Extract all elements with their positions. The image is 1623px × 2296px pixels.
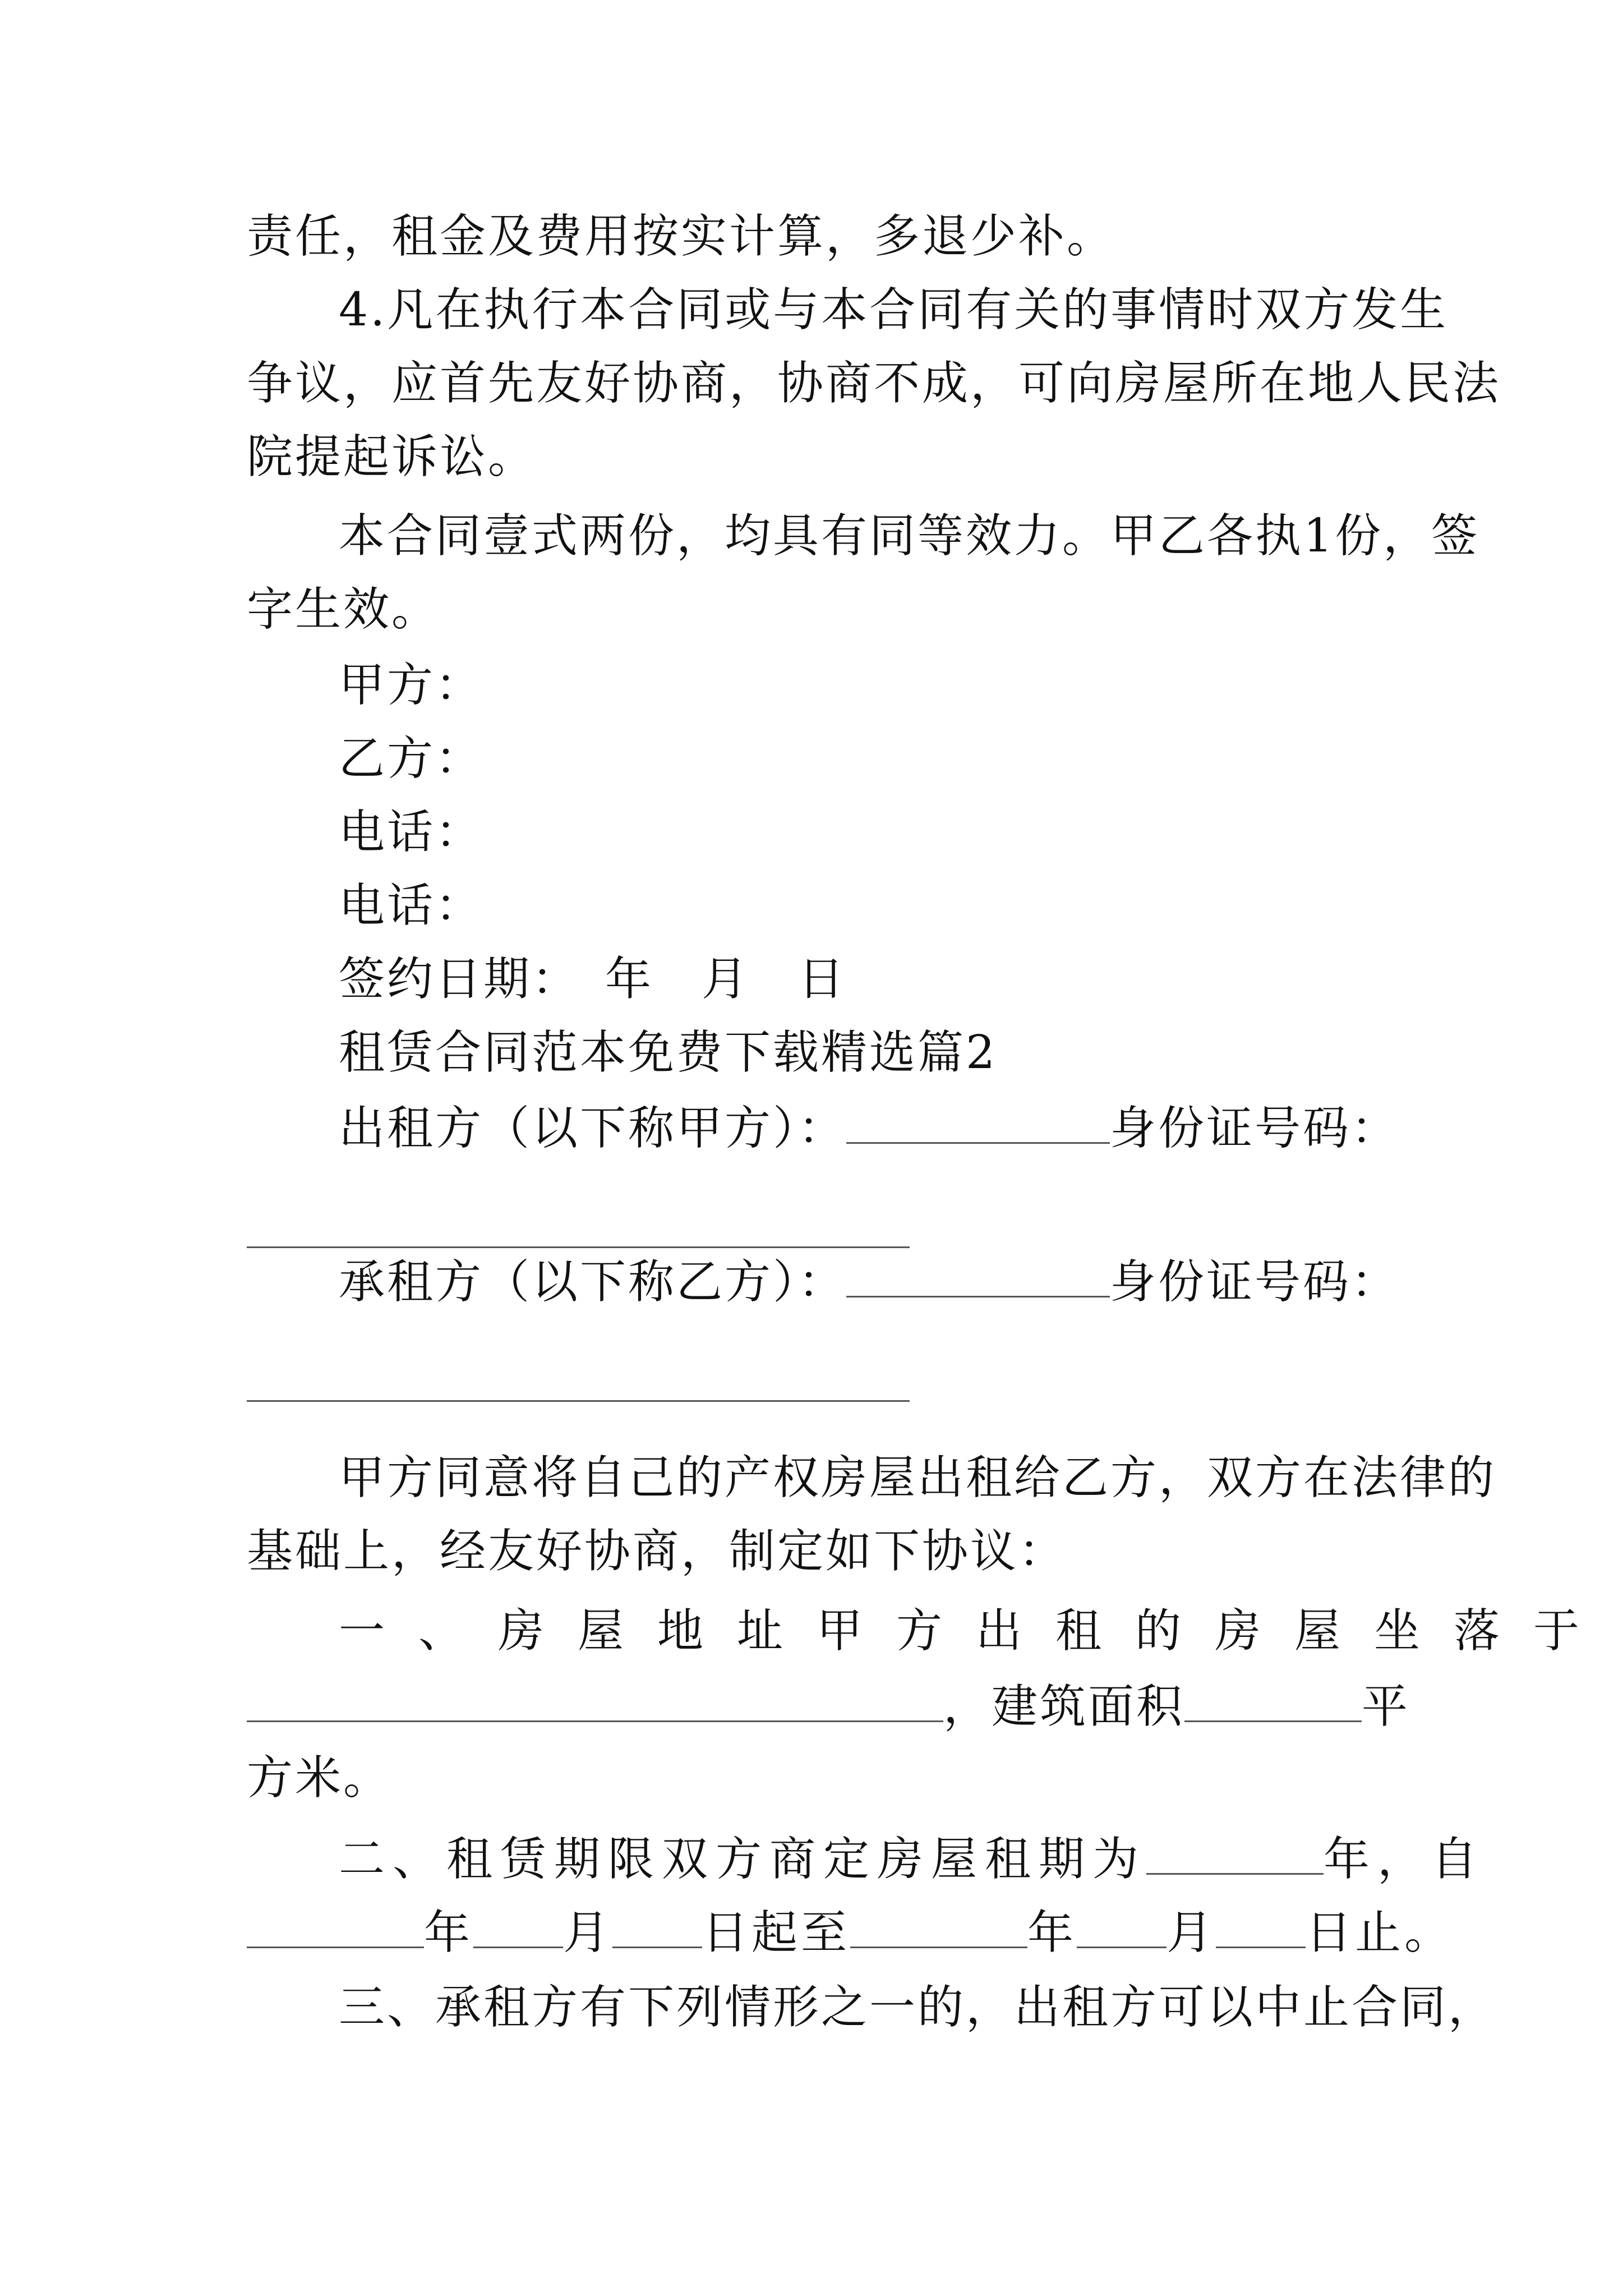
lessor-name-blank bbox=[846, 1098, 1110, 1144]
paragraph-line: 4.凡在执行本合同或与本合同有关的事情时双方发生 bbox=[339, 283, 1449, 337]
article-2-label: 二、租赁期限双方商定房屋租期为 bbox=[339, 1833, 1147, 1886]
start-year-blank bbox=[247, 1903, 424, 1948]
article-2-line bbox=[339, 1829, 1486, 1886]
end-month-label: 月 bbox=[1166, 1906, 1216, 1959]
area-blank bbox=[1184, 1677, 1362, 1722]
section-title: 租赁合同范本免费下载精选篇2 bbox=[339, 1026, 998, 1079]
paragraph-line: 方米。 bbox=[247, 1751, 392, 1805]
paragraph-line: 院提起诉讼。 bbox=[247, 430, 537, 484]
term-years-label: 年，自 bbox=[1324, 1833, 1486, 1886]
paragraph-line: 争议，应首先友好协商，协商不成，可向房屋所在地人民法 bbox=[247, 357, 1501, 410]
address-blank bbox=[247, 1677, 943, 1722]
lessee-name-blank bbox=[846, 1252, 1110, 1297]
start-month-blank bbox=[473, 1903, 563, 1948]
lessee-line bbox=[339, 1252, 1400, 1309]
paragraph-line: 三、承租方有下列情形之一的，出租方可以中止合同， bbox=[339, 1981, 1497, 2034]
paragraph-line: 本合同壹式两份，均具有同等效力。甲乙各执1份，签 bbox=[339, 509, 1480, 563]
paragraph-line: 责任，租金及费用按实计算，多退少补。 bbox=[247, 210, 1115, 263]
end-month-blank bbox=[1077, 1903, 1166, 1948]
start-month-label: 月 bbox=[563, 1906, 613, 1959]
signature-party-b: 乙方： bbox=[339, 732, 484, 785]
end-day-label: 日止。 bbox=[1306, 1906, 1454, 1959]
end-day-blank bbox=[1216, 1903, 1306, 1948]
lessee-label: 承租方（以下称乙方）： bbox=[339, 1255, 847, 1309]
sign-date: 签约日期： 年 月 日 bbox=[339, 953, 847, 1006]
end-year-blank bbox=[850, 1903, 1027, 1948]
paragraph-line: 基础上，经友好协商，制定如下协议： bbox=[247, 1525, 1067, 1578]
lessor-line bbox=[339, 1098, 1400, 1155]
start-year-label: 年 bbox=[424, 1906, 474, 1959]
lessor-id-label: 身份证号码： bbox=[1110, 1102, 1400, 1155]
area-unit: 平 bbox=[1362, 1680, 1410, 1733]
phone-party-a: 电话： bbox=[339, 806, 484, 859]
lessee-id-label: 身份证号码： bbox=[1110, 1255, 1400, 1309]
term-years-blank bbox=[1146, 1829, 1324, 1875]
lessee-id-blank bbox=[247, 1400, 910, 1402]
lessor-label: 出租方（以下称甲方）： bbox=[339, 1102, 847, 1155]
paragraph-line: 字生效。 bbox=[247, 583, 440, 636]
article-2-dates-line bbox=[247, 1903, 1454, 1959]
paragraph-line: 甲方同意将自己的产权房屋出租给乙方，双方在法律的 bbox=[339, 1451, 1497, 1504]
article-1-line: 一、房屋地址甲方出租的房屋坐落于 bbox=[339, 1604, 1613, 1658]
phone-party-b: 电话： bbox=[339, 879, 484, 932]
article-1-area-line bbox=[247, 1677, 1410, 1733]
end-year-label: 年 bbox=[1027, 1906, 1077, 1959]
signature-party-a: 甲方： bbox=[339, 659, 484, 712]
start-day-label: 日起至 bbox=[702, 1906, 851, 1959]
start-day-blank bbox=[612, 1903, 702, 1948]
lessor-id-blank bbox=[247, 1246, 910, 1248]
area-label: ，建筑面积 bbox=[943, 1680, 1185, 1733]
